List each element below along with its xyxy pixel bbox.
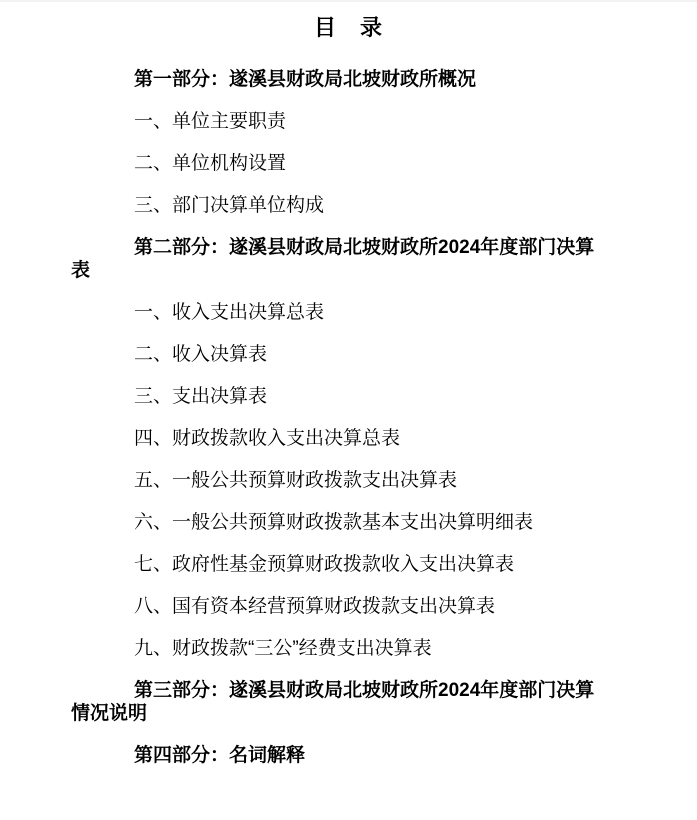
- toc-item: 三、支出决算表: [134, 386, 268, 407]
- toc-part-heading-4: 第四部分：名词解释: [134, 745, 306, 766]
- table-of-contents: [0, 68, 697, 767]
- toc-part-heading-2: 第二部分：遂溪县财政局北坡财政所2024年度部门决算表: [71, 237, 595, 281]
- toc-part-heading-1: 第一部分：遂溪县财政局北坡财政所概况: [134, 69, 477, 90]
- toc-item: 一、收入支出决算总表: [134, 302, 325, 323]
- toc-page-title: 目 录: [313, 15, 383, 40]
- toc-item: 三、部门决算单位构成: [134, 195, 325, 216]
- toc-part-heading-3: 第三部分：遂溪县财政局北坡财政所2024年度部门决算情况说明: [71, 680, 595, 724]
- toc-item: 六、一般公共预算财政拨款基本支出决算明细表: [134, 512, 534, 533]
- toc-item: 八、国有资本经营预算财政拨款支出决算表: [134, 596, 496, 617]
- toc-item: 七、政府性基金预算财政拨款收入支出决算表: [134, 554, 515, 575]
- toc-item: 二、收入决算表: [134, 344, 268, 365]
- toc-item: 五、一般公共预算财政拨款支出决算表: [134, 470, 458, 491]
- toc-item: 四、财政拨款收入支出决算总表: [134, 428, 401, 449]
- toc-item: 二、单位机构设置: [134, 153, 287, 174]
- toc-item: 一、单位主要职责: [134, 111, 287, 132]
- toc-item: 九、财政拨款“三公”经费支出决算表: [134, 638, 432, 659]
